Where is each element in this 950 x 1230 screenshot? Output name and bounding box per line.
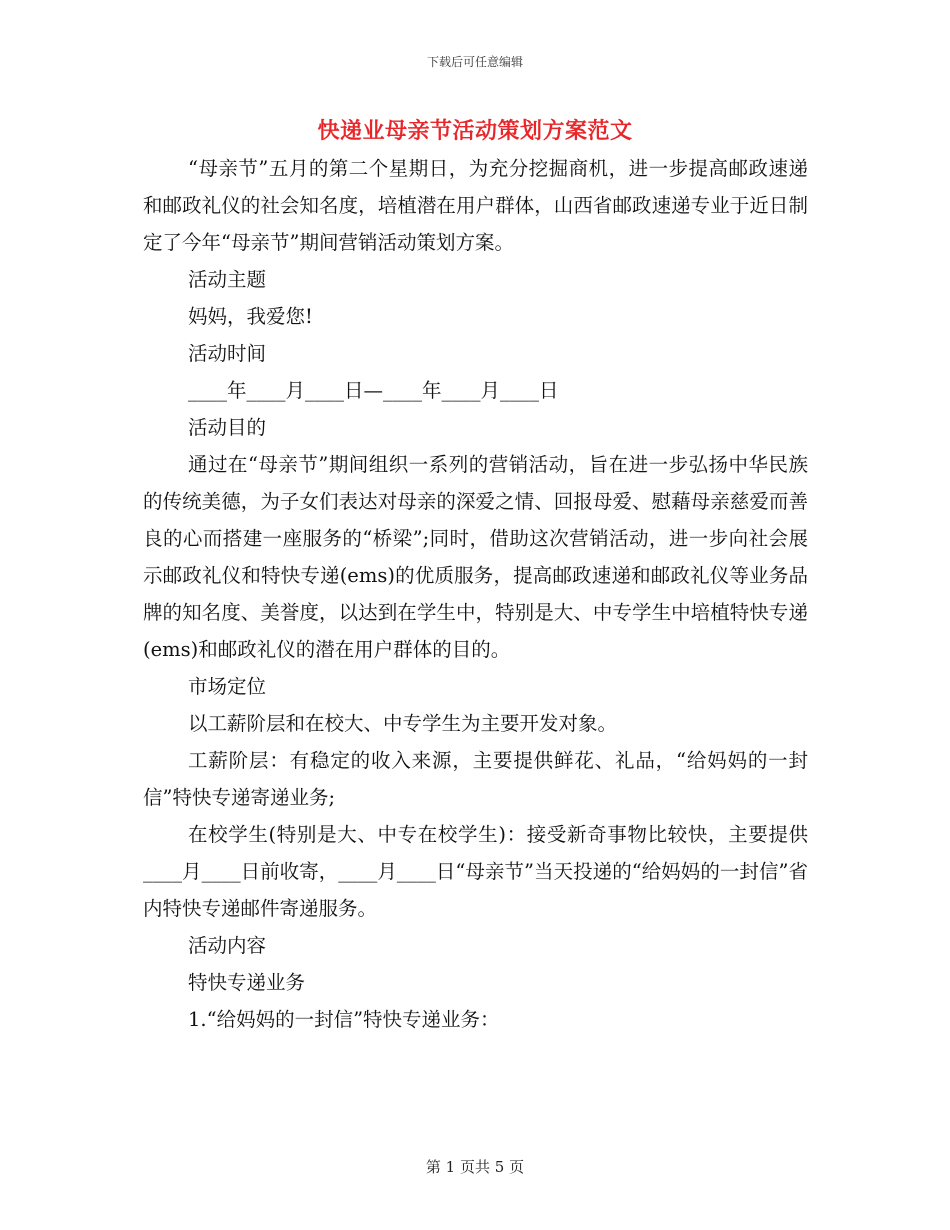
document-title: 快递业母亲节活动策划方案范文 bbox=[317, 118, 633, 144]
heading-purpose: 活动目的 bbox=[188, 416, 267, 439]
document-body bbox=[143, 150, 808, 1038]
salary-class-paragraph: 工薪阶层：有稳定的收入来源，主要提供鲜花、礼品，“给妈妈的一封信”特快专递寄递业务; bbox=[143, 749, 808, 809]
theme-text: 妈妈，我爱您! bbox=[188, 305, 313, 328]
heading-time: 活动时间 bbox=[188, 342, 267, 365]
list-item-1: 1.“给妈妈的一封信”特快专递业务： bbox=[188, 1008, 500, 1031]
time-text: ____年____月____日—____年____月____日 bbox=[188, 379, 559, 402]
page-header-note: 下载后可任意编辑 bbox=[426, 55, 523, 69]
students-paragraph: 在校学生(特别是大、中专在校学生)：接受新奇事物比较快，主要提供____月____日前收寄，____月____日“母亲节”当天投递的“给妈妈的一封信”省内特快专递邮件寄递服务。 bbox=[143, 823, 808, 920]
market-text: 以工薪阶层和在校大、中专学生为主要开发对象。 bbox=[188, 712, 618, 735]
page-number: 第 1 页共 5 页 bbox=[425, 1158, 525, 1176]
intro-paragraph: “母亲节”五月的第二个星期日，为充分挖掘商机，进一步提高邮政速递和邮政礼仪的社会知名度，培植潜在用户群体，山西省邮政速递专业于近日制定了今年“母亲节”期间营销活动策划方案。 bbox=[143, 157, 808, 254]
heading-theme: 活动主题 bbox=[188, 268, 267, 291]
heading-content: 活动内容 bbox=[188, 934, 267, 957]
heading-express-service: 特快专递业务 bbox=[188, 971, 306, 994]
heading-market: 市场定位 bbox=[188, 675, 267, 698]
purpose-paragraph: 通过在“母亲节”期间组织一系列的营销活动，旨在进一步弘扬中华民族的传统美德，为子女们表达对母亲的深爱之情、回报母爱、慰藉母亲慈爱而善良的心而搭建一座服务的“桥梁”;同时，借助这次营销活动，进一步向社会展示邮政礼仪和特快专递(ems)的优质服务，提高邮政速递和邮政礼仪等业务品牌的知名度、美誉度，以达到在学生中，特别是大、中专学生中培植特快专递(ems)和邮政礼仪的潜在用户群体的目的。 bbox=[143, 453, 808, 661]
